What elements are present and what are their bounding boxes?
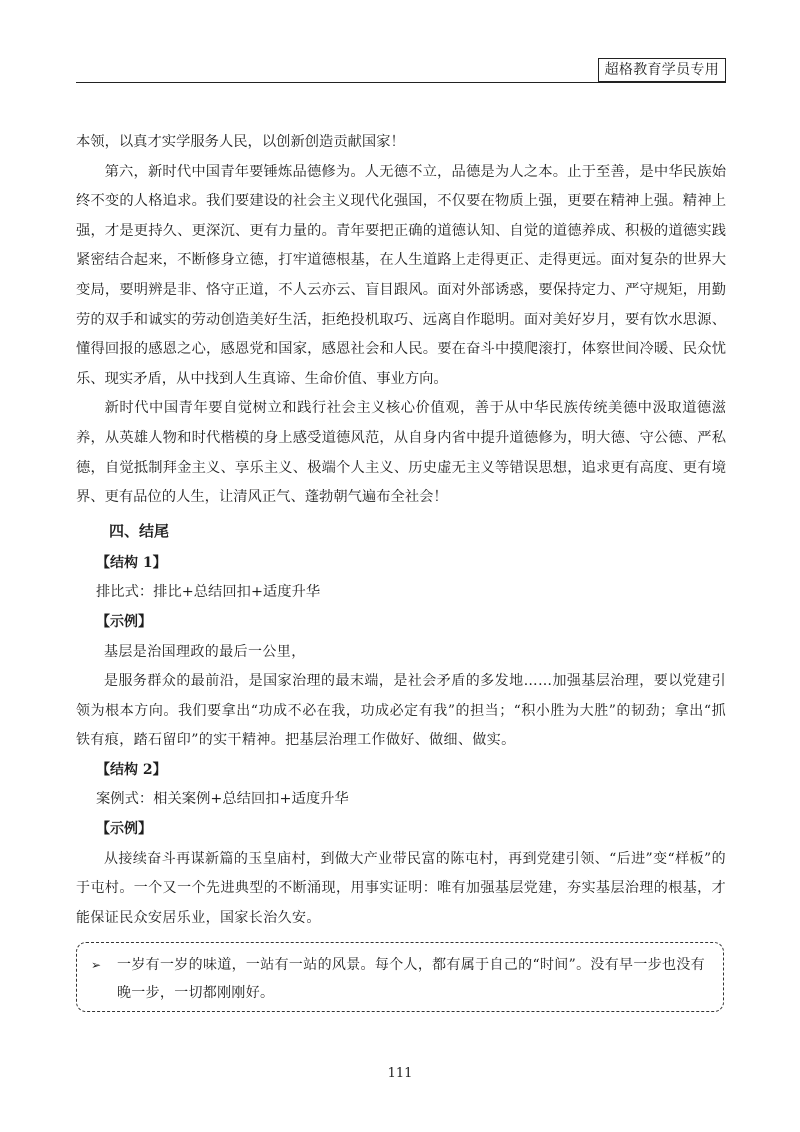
example-1-label: 【示例】 [96, 613, 152, 630]
paragraph-continuation: 本领，以真才实学服务人民，以创新创造贡献国家！ [76, 134, 405, 150]
section-heading-ending: 四、结尾 [109, 521, 170, 540]
page-body [76, 128, 726, 933]
paragraph-core-values: 新时代中国青年要自觉树立和践行社会主义核心价值观，善于从中华民族传统美德中汲取道德滋养，从英雄人物和时代楷模的身上感受道德风范，从自身内省中提升道德修为，明大德、守公德、严私德，自觉抵制拜金主义、享乐主义、极端个人主义、历史虚无主义等错误思想，追求更有高度、更有境界、更有品位的人生，让清风正气、蓬勃朝气遍布全社会！ [76, 400, 726, 506]
quote-text: 一岁有一岁的味道，一站有一站的风景。每个人，都有属于自己的“时间”。没有早一步也没有晚一步，一切都刚刚好。 [117, 957, 705, 1001]
header-rule [76, 82, 726, 83]
example-1-body: 是服务群众的最前沿，是国家治理的最末端，是社会矛盾的多发地……加强基层治理，要以党建引领为根本方向。我们要拿出“功成不必在我，功成必定有我”的担当；“积小胜为大胜”的韧劲；拿出“抓铁有痕，踏石留印”的实干精神。把基层治理工作做好、做细、做实。 [76, 673, 726, 749]
example-2-body: 从接续奋斗再谋新篇的玉皇庙村，到做大产业带民富的陈屯村，再到党建引领、“后进”变“样板”的于屯村。一个又一个先进典型的不断涌现，用事实证明：唯有加强基层党建，夯实基层治理的根基，才能保证民众安居乐业，国家长治久安。 [76, 850, 726, 926]
paragraph-sixth-point: 第六，新时代中国青年要锤炼品德修为。人无德不立，品德是为人之本。止于至善，是中华民族始终不变的人格追求。我们要建设的社会主义现代化强国，不仅要在物质上强，更要在精神上强。精神上强，才是更持久、更深沉、更有力量的。青年要把正确的道德认知、自觉的道德养成、积极的道德实践紧密结合起来，不断修身立德，打牢道德根基，在人生道路上走得更正、走得更远。面对复杂的世界大变局，要明辨是非、恪守正道，不人云亦云、盲目跟风。面对外部诱惑，要保持定力、严守规矩，用勤劳的双手和诚实的劳动创造美好生活，拒绝投机取巧、远离自作聪明。面对美好岁月，要有饮水思源、懂得回报的感恩之心，感恩党和国家，感恩社会和人民。要在奋斗中摸爬滚打，体察世间冷暖、民众忧乐、现实矛盾，从中找到人生真谛、生命价值、事业方向。 [76, 163, 726, 387]
structure-2-description: 案例式：相关案例+总结回扣+适度升华 [96, 791, 349, 808]
brand-label: 超格教育学员专用 [598, 58, 726, 82]
example-1-line-1: 基层是治国理政的最后一公里， [104, 643, 306, 660]
quote-box [76, 942, 724, 1012]
arrow-bullet-icon: ➢ [91, 958, 102, 972]
example-2-label: 【示例】 [96, 821, 152, 838]
structure-1-label: 【结构 1】 [96, 554, 167, 571]
structure-2-label: 【结构 2】 [96, 761, 167, 778]
page-number: 111 [387, 1066, 413, 1081]
structure-1-description: 排比式：排比+总结回扣+适度升华 [96, 584, 321, 601]
